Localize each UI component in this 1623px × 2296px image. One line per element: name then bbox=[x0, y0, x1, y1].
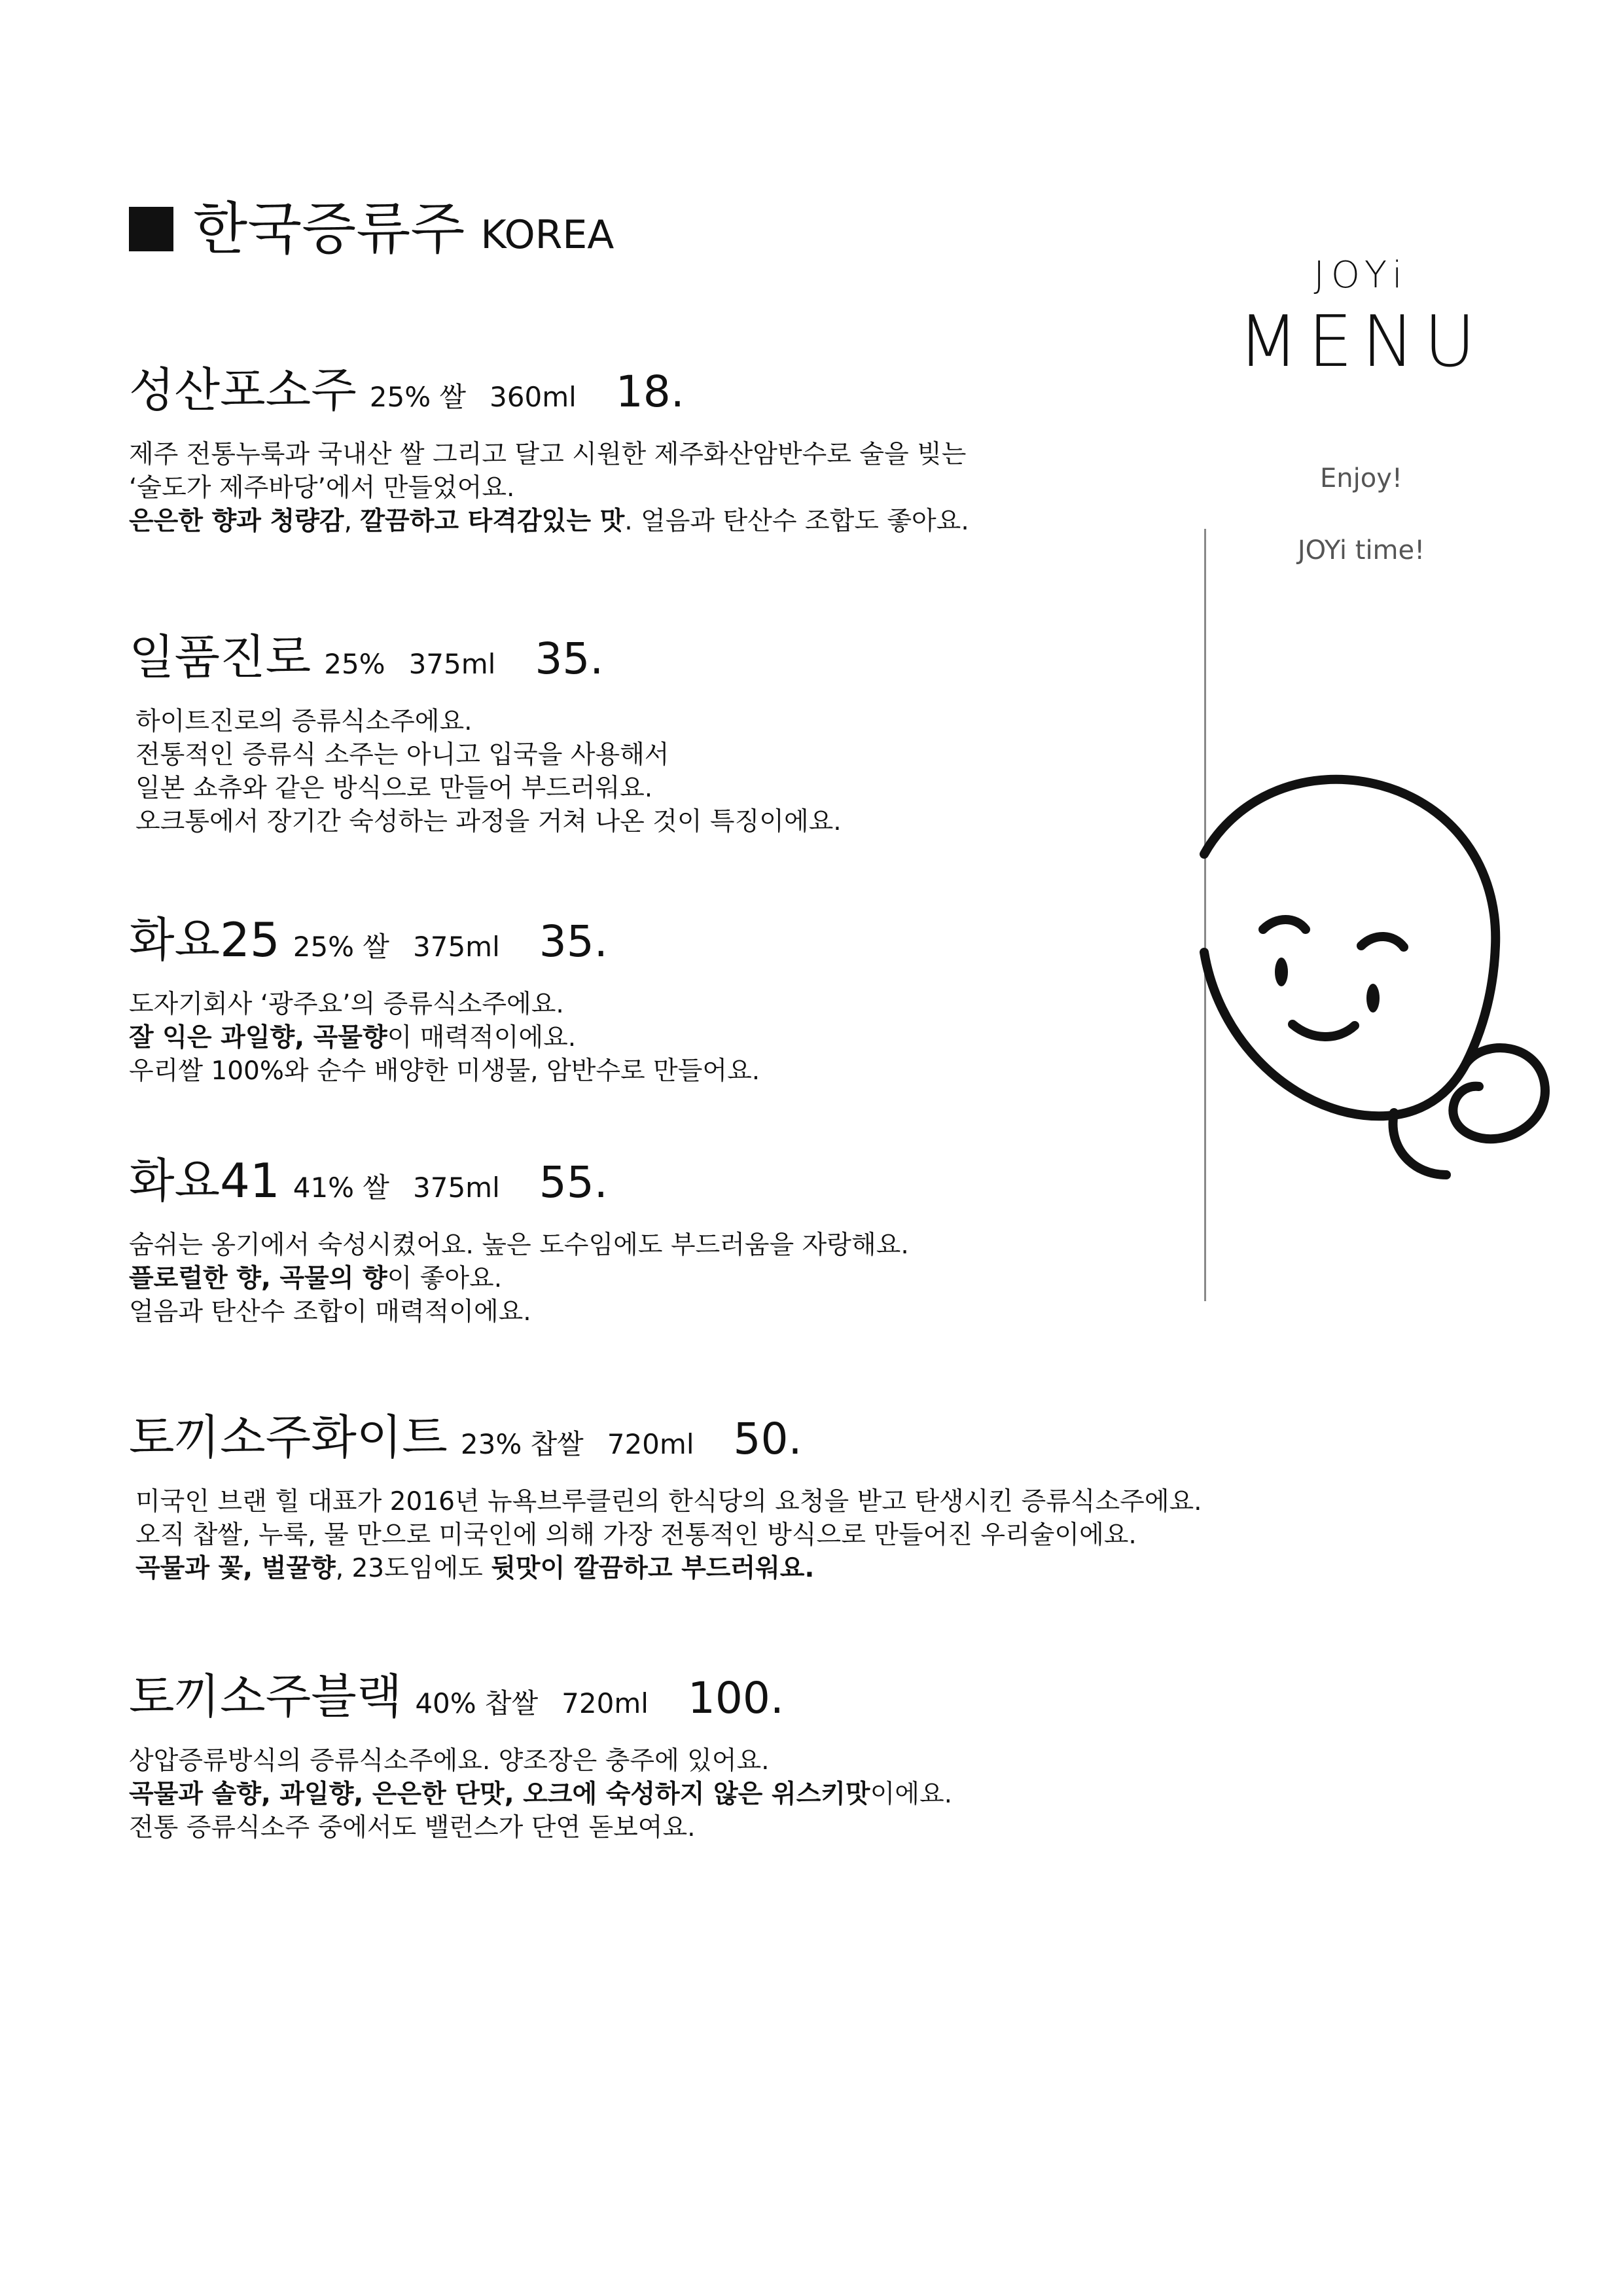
item-header bbox=[129, 363, 1255, 418]
section-title-english: KOREA bbox=[480, 212, 615, 258]
highlight-text: 곡물과 솔향, 과일향, 은은한 단맛, 오크에 숙성하지 않은 위스키맛 bbox=[129, 1780, 870, 1809]
square-bullet-icon bbox=[129, 207, 173, 251]
item-header bbox=[129, 1410, 1255, 1465]
enjoy-note: Enjoy! bbox=[1320, 463, 1402, 493]
description-text: 숨쉬는 옹기에서 숙성시켰어요. 높은 도수임에도 부드러움을 자랑해요. bbox=[129, 1230, 909, 1260]
item-volume: 375ml bbox=[413, 931, 500, 963]
item-volume: 720ml bbox=[607, 1428, 694, 1460]
description-text: . 얼음과 탄산수 조합도 좋아요. bbox=[624, 507, 969, 536]
description-line bbox=[135, 1518, 1255, 1552]
description-text: 상압증류방식의 증류식소주에요. 양조장은 충주에 있어요. bbox=[129, 1746, 770, 1776]
item-description bbox=[135, 705, 1255, 838]
item-header bbox=[129, 1153, 1255, 1208]
description-text: , bbox=[344, 507, 361, 536]
description-text: 오크통에서 장기간 숙성하는 과정을 거쳐 나온 것이 특징이에요. bbox=[135, 807, 842, 836]
menu-item-seongsanpo bbox=[129, 363, 1255, 538]
description-line bbox=[135, 772, 1255, 805]
item-header bbox=[129, 630, 1255, 685]
item-volume: 375ml bbox=[413, 1172, 500, 1204]
item-price: 35. bbox=[535, 634, 604, 684]
description-text: 전통적인 증류식 소주는 아니고 입국을 사용해서 bbox=[135, 740, 669, 770]
item-name: 토끼소주블랙 bbox=[129, 1669, 402, 1724]
description-line bbox=[129, 988, 1255, 1021]
item-header bbox=[129, 1669, 1255, 1724]
item-description bbox=[129, 1229, 1255, 1329]
joyi-time-note: JOYi time! bbox=[1297, 535, 1425, 565]
section-title bbox=[129, 190, 614, 268]
description-text: 이 매력적이에요. bbox=[387, 1023, 577, 1052]
brand-name: JOYi bbox=[1313, 254, 1409, 296]
description-line bbox=[129, 1262, 1255, 1295]
description-line bbox=[129, 438, 1255, 471]
item-volume: 720ml bbox=[562, 1687, 649, 1719]
description-text: 하이트진로의 증류식소주에요. bbox=[135, 707, 473, 736]
description-line bbox=[135, 805, 1255, 838]
menu-item-tokki-black bbox=[129, 1669, 1255, 1844]
description-text: 오직 찹쌀, 누룩, 물 만으로 미국인에 의해 가장 전통적인 방식으로 만들어진 우리술이에요. bbox=[135, 1520, 1137, 1550]
highlight-text: 은은한 향과 청량감 bbox=[129, 507, 344, 536]
description-text: 이 좋아요. bbox=[387, 1264, 503, 1293]
description-line bbox=[129, 505, 1255, 538]
description-text: 전통 증류식소주 중에서도 밸런스가 단연 돋보여요. bbox=[129, 1813, 696, 1842]
highlight-text: 곡물과 꽃, 벌꿀향 bbox=[135, 1554, 336, 1583]
item-description bbox=[129, 988, 1255, 1088]
item-header bbox=[129, 912, 1255, 967]
item-abv: 25% bbox=[324, 648, 385, 680]
menu-heading: MENU bbox=[1238, 301, 1485, 383]
item-price: 50. bbox=[733, 1414, 802, 1464]
description-line bbox=[129, 1021, 1255, 1054]
menu-item-tokki-white bbox=[129, 1410, 1255, 1585]
item-description bbox=[129, 1744, 1255, 1844]
description-line bbox=[129, 1295, 1255, 1329]
description-text: 제주 전통누룩과 국내산 쌀 그리고 달고 시원한 제주화산암반수로 술을 빚는 bbox=[129, 440, 967, 469]
item-description bbox=[129, 438, 1255, 538]
description-text: 미국인 브랜 힐 대표가 2016년 뉴욕브루클린의 한식당의 요청을 받고 탄생시킨 증류식소주에요. bbox=[135, 1487, 1202, 1516]
item-description bbox=[135, 1485, 1255, 1585]
highlight-text: 플로럴한 향, 곡물의 향 bbox=[129, 1264, 387, 1293]
description-text: 도자기회사 ‘광주요’의 증류식소주에요. bbox=[129, 990, 564, 1019]
item-abv: 23% 찹쌀 bbox=[460, 1428, 584, 1460]
item-price: 100. bbox=[687, 1673, 784, 1723]
item-abv: 25% 쌀 bbox=[369, 381, 467, 413]
item-abv: 41% 쌀 bbox=[293, 1172, 390, 1204]
description-line bbox=[129, 1811, 1255, 1844]
item-volume: 375ml bbox=[408, 648, 496, 680]
section-title-korean: 한국증류주 bbox=[193, 196, 465, 262]
item-price: 55. bbox=[539, 1157, 608, 1208]
description-line bbox=[135, 705, 1255, 738]
menu-item-hwayo41 bbox=[129, 1153, 1255, 1329]
item-name: 화요41 bbox=[129, 1153, 280, 1208]
menu-item-hwayo25 bbox=[129, 912, 1255, 1088]
description-text: , 23도임에도 bbox=[335, 1554, 491, 1583]
item-name: 일품진로 bbox=[129, 630, 312, 685]
description-text: ‘술도가 제주바당’에서 만들었어요. bbox=[129, 473, 515, 503]
description-text: 얼음과 탄산수 조합이 매력적이에요. bbox=[129, 1297, 531, 1327]
description-text: 이에요. bbox=[870, 1780, 953, 1809]
highlight-text: 뒷맛이 깔끔하고 부드러워요. bbox=[491, 1554, 815, 1583]
highlight-text: 깔끔하고 타격감있는 맛 bbox=[360, 507, 625, 536]
description-line bbox=[135, 1552, 1255, 1585]
item-price: 18. bbox=[615, 367, 685, 417]
item-price: 35. bbox=[539, 916, 608, 967]
description-line bbox=[129, 1054, 1255, 1088]
description-text: 우리쌀 100%와 순수 배양한 미생물, 암반수로 만들어요. bbox=[129, 1056, 760, 1086]
description-line bbox=[129, 1229, 1255, 1262]
item-volume: 360ml bbox=[490, 381, 577, 413]
description-line bbox=[135, 1485, 1255, 1518]
highlight-text: 잘 익은 과일향, 곡물향 bbox=[129, 1023, 387, 1052]
item-abv: 25% 쌀 bbox=[293, 931, 390, 963]
item-name: 토끼소주화이트 bbox=[129, 1410, 448, 1465]
description-line bbox=[129, 1778, 1255, 1811]
item-name: 성산포소주 bbox=[129, 363, 357, 418]
description-line bbox=[129, 471, 1255, 505]
description-text: 일본 쇼츄와 같은 방식으로 만들어 부드러워요. bbox=[135, 774, 653, 803]
item-name: 화요25 bbox=[129, 912, 280, 967]
description-line bbox=[129, 1744, 1255, 1778]
item-abv: 40% 찹쌀 bbox=[415, 1687, 539, 1719]
description-line bbox=[135, 738, 1255, 772]
menu-item-ilpum-jinro bbox=[129, 630, 1255, 838]
